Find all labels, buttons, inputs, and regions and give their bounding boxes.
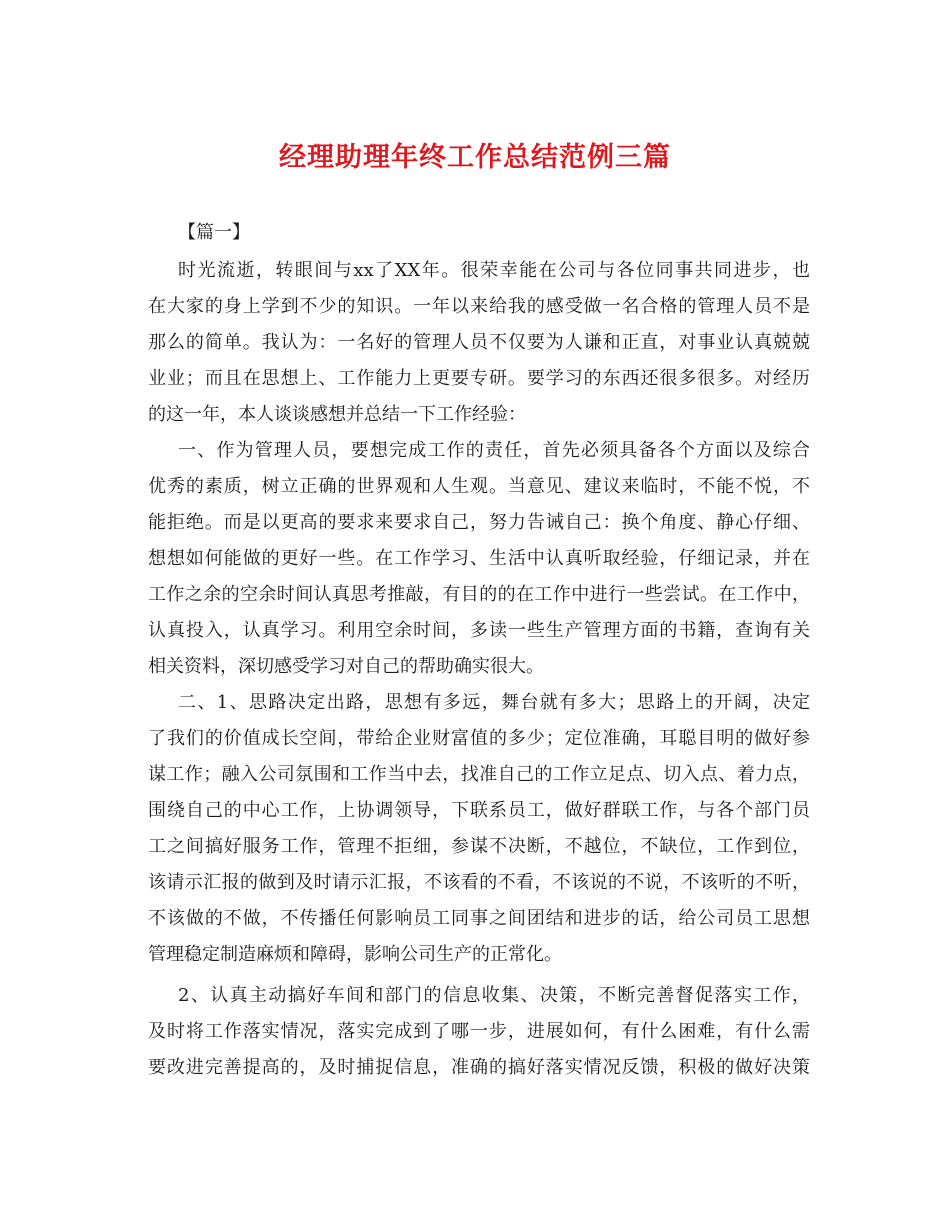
body-line: 要改进完善提高的，及时捕捉信息，准确的搞好落实情况反馈，积极的做好决策 xyxy=(148,1057,810,1078)
body-line: 管理稳定制造麻烦和障碍，影响公司生产的正常化。 xyxy=(148,944,562,965)
body-line: 该请示汇报的做到及时请示汇报，不该看的不看，不该说的不说，不该听的不听， xyxy=(148,872,810,893)
body-line: 那么的简单。我认为：一名好的管理人员不仅要为人谦和正直，对事业认真兢兢 xyxy=(148,332,810,353)
body-line: 想想如何能做的更好一些。在工作学习、生活中认真听取经验，仔细记录，并在 xyxy=(148,548,810,569)
body-line: 认真投入，认真学习。利用空余时间，多读一些生产管理方面的书籍，查询有关 xyxy=(148,620,810,641)
body-line: 能拒绝。而是以更高的要求来要求自己，努力告诫自己：换个角度、静心仔细、 xyxy=(148,512,810,533)
body-line: 二、1、思路决定出路，思想有多远，舞台就有多大；思路上的开阔，决定 xyxy=(178,692,810,713)
body-line: 时光流逝，转眼间与xx了XX年。很荣幸能在公司与各位同事共同进步，也 xyxy=(178,260,810,281)
body-line: 工之间搞好服务工作，管理不拒细，参谋不决断，不越位，不缺位，工作到位， xyxy=(148,836,810,857)
body-line: 优秀的素质，树立正确的世界观和人生观。当意见、建议来临时，不能不悦，不 xyxy=(148,476,810,497)
body-line: 的这一年，本人谈谈感想并总结一下工作经验： xyxy=(148,404,526,425)
body-line: 一、作为管理人员，要想完成工作的责任，首先必须具备各个方面以及综合 xyxy=(178,440,810,461)
body-line: 不该做的不做，不传播任何影响员工同事之间团结和进步的话，给公司员工思想 xyxy=(148,908,810,929)
body-line: 工作之余的空余时间认真思考推敲，有目的的在工作中进行一些尝试。在工作中， xyxy=(148,584,810,605)
body-line: 了我们的价值成长空间，带给企业财富值的多少；定位准确，耳聪目明的做好参 xyxy=(148,728,810,749)
body-line: 2、认真主动搞好车间和部门的信息收集、决策，不断完善督促落实工作， xyxy=(178,985,810,1006)
body-line: 在大家的身上学到不少的知识。一年以来给我的感受做一名合格的管理人员不是 xyxy=(148,296,810,317)
body-line: 谋工作；融入公司氛围和工作当中去，找准自己的工作立足点、切入点、着力点， xyxy=(148,764,810,785)
document-title: 经理助理年终工作总结范例三篇 xyxy=(279,142,671,173)
body-line: 围绕自己的中心工作，上协调领导，下联系员工，做好群联工作，与各个部门员 xyxy=(148,800,810,821)
section-heading: 【篇一】 xyxy=(178,222,250,243)
body-line: 及时将工作落实情况，落实完成到了哪一步，进展如何，有什么困难，有什么需 xyxy=(148,1021,810,1042)
body-line: 业业；而且在思想上、工作能力上更要专研。要学习的东西还很多很多。对经历 xyxy=(148,368,810,389)
body-line: 相关资料，深切感受学习对自己的帮助确实很大。 xyxy=(148,656,544,677)
